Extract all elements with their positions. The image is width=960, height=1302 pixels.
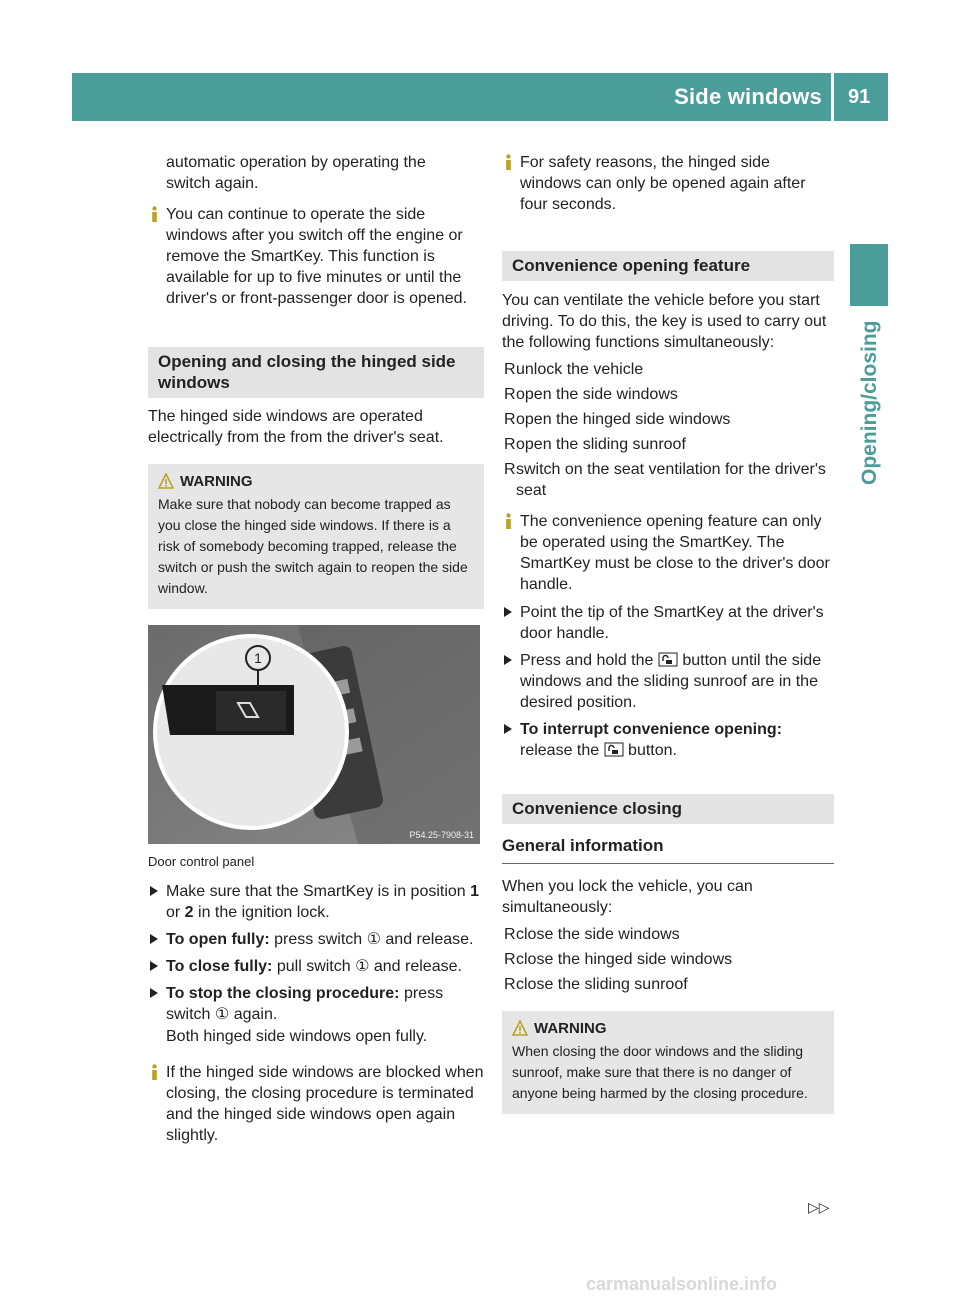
bullet-list xyxy=(502,924,834,995)
bullet-marker: R xyxy=(504,411,516,428)
step-text: button until the side windows and the sliding sunroof are in the desired position. xyxy=(520,652,822,711)
figure-callout: 1 xyxy=(254,650,262,666)
step-bold: To close fully: xyxy=(166,958,273,975)
door-panel-image xyxy=(148,625,480,844)
step-item xyxy=(148,929,484,950)
warning-triangle-icon xyxy=(512,1020,528,1036)
warning-title xyxy=(512,1020,824,1037)
list-item-text: close the side windows xyxy=(516,926,680,943)
section-text: You can ventilate the vehicle before you start driving. To do this, the key is used to carry out the following functions simultaneously: xyxy=(502,292,827,351)
bullet-marker: R xyxy=(504,386,516,403)
info-note xyxy=(502,511,834,595)
page-number: 91 xyxy=(848,86,871,108)
bullet-marker: R xyxy=(504,361,516,378)
bullet-marker: R xyxy=(504,926,516,943)
info-icon xyxy=(502,513,515,529)
step-arrow-icon xyxy=(150,988,158,998)
list-item xyxy=(502,949,834,970)
chapter-label: Opening/closing xyxy=(858,320,881,485)
step-item xyxy=(148,881,484,923)
chapter-tab xyxy=(850,244,888,306)
info-note xyxy=(148,1062,484,1146)
figure-code: P54.25-7908-31 xyxy=(409,830,474,840)
list-item xyxy=(502,974,834,995)
step-text: button. xyxy=(623,742,677,759)
step-arrow-icon xyxy=(504,724,512,734)
step-arrow-icon xyxy=(150,961,158,971)
list-item-text: unlock the vehicle xyxy=(516,361,644,378)
step-bold: To open fully: xyxy=(166,931,270,948)
section-text: The hinged side windows are operated electrically from the from the driver's seat. xyxy=(148,408,444,446)
step-num: 1 xyxy=(470,883,480,900)
warning-body: When closing the door windows and the sliding sunroof, make sure that there is no danger of anyone being harmed by the closing procedure. xyxy=(512,1043,808,1101)
continued-marker: ▷▷ xyxy=(808,1199,830,1215)
list-item xyxy=(502,434,834,455)
step-text: and release. xyxy=(369,958,462,975)
warning-title-text: WARNING xyxy=(534,1020,607,1037)
step-item xyxy=(502,650,834,713)
unlock-icon xyxy=(658,652,678,667)
bullet-marker: R xyxy=(504,461,516,478)
step-item xyxy=(502,719,834,761)
section-text: When you lock the vehicle, you can simultaneously: xyxy=(502,878,753,916)
warning-title xyxy=(158,473,474,490)
step-bold: To interrupt convenience opening: xyxy=(520,721,782,738)
step-text: or xyxy=(166,904,185,921)
list-item xyxy=(502,924,834,945)
list-item-text: open the side windows xyxy=(516,386,678,403)
list-item-text: close the hinged side windows xyxy=(516,951,733,968)
section-heading: Convenience closing xyxy=(502,794,834,824)
step-text: press switch xyxy=(166,985,444,1023)
info-note xyxy=(148,204,484,309)
list-item xyxy=(502,459,834,501)
step-item xyxy=(148,983,484,1025)
sub-heading: General information xyxy=(502,836,834,864)
step-num: 2 xyxy=(184,904,194,921)
intro-line-2: switch again. xyxy=(166,175,259,192)
switch-symbol: ① xyxy=(366,931,381,948)
list-item xyxy=(502,384,834,405)
list-item xyxy=(502,359,834,380)
info-icon xyxy=(148,206,161,222)
warning-box xyxy=(502,1011,834,1114)
watermark: carmanualsonline.info xyxy=(586,1274,778,1294)
step-arrow-icon xyxy=(150,934,158,944)
step-text: Make sure that the SmartKey is in position xyxy=(166,883,471,900)
info-icon xyxy=(148,1064,161,1080)
step-text: release the xyxy=(520,742,604,759)
warning-body: Make sure that nobody can become trapped as you close the hinged side windows. If there is a risk of somebody becoming trapped, release the switch or push the switch again to reopen the side window. xyxy=(158,496,468,596)
list-item-text: open the hinged side windows xyxy=(516,411,731,428)
step-text: pull switch xyxy=(272,958,356,975)
switch-symbol: ① xyxy=(214,1006,230,1023)
step-text: press switch xyxy=(269,931,367,948)
list-item-text: open the sliding sunroof xyxy=(516,436,686,453)
section-heading: Opening and closing the hinged side windows xyxy=(148,347,484,398)
warning-box xyxy=(148,464,484,609)
bullet-list xyxy=(502,359,834,501)
switch-symbol: ① xyxy=(355,958,370,975)
step-text: Point the tip of the SmartKey at the driver's door handle. xyxy=(520,604,824,642)
door-panel-illustration xyxy=(148,625,480,844)
step-arrow-icon xyxy=(150,886,158,896)
info-note-text: The convenience opening feature can only be operated using the SmartKey. The SmartKey must be close to the driver's door handle. xyxy=(520,513,830,593)
intro-line-1: automatic operation by operating the xyxy=(166,154,426,171)
step-text: and release. xyxy=(380,931,474,948)
step-arrow-icon xyxy=(504,607,512,617)
unlock-icon xyxy=(604,742,624,757)
info-note xyxy=(502,152,834,215)
info-note-text: You can continue to operate the side windows after you switch off the engine or remove the SmartKey. This function is available for up to five minutes or until the driver's or front-passenger door is opened. xyxy=(166,206,467,307)
figure-caption: Door control panel xyxy=(148,854,255,869)
step-arrow-icon xyxy=(504,655,512,665)
step-text: again. xyxy=(229,1006,278,1023)
step-item xyxy=(148,956,484,977)
info-icon xyxy=(502,154,515,170)
warning-title-text: WARNING xyxy=(180,473,253,490)
section-heading: Convenience opening feature xyxy=(502,251,834,281)
step-bold: To stop the closing procedure: xyxy=(166,985,400,1002)
page-title: Side windows xyxy=(674,84,822,109)
left-column xyxy=(148,152,484,1146)
step-text: in the ignition lock. xyxy=(193,904,330,921)
info-note-text: If the hinged side windows are blocked when closing, the closing procedure is terminated and the hinged side windows open again slightly. xyxy=(166,1064,484,1144)
step-text: Press and hold the xyxy=(520,652,658,669)
warning-triangle-icon xyxy=(158,473,174,489)
list-item-text: close the sliding sunroof xyxy=(516,976,688,993)
step-followup: Both hinged side windows open fully. xyxy=(166,1028,428,1045)
bullet-marker: R xyxy=(504,436,516,453)
bullet-marker: R xyxy=(504,951,516,968)
info-note-text: For safety reasons, the hinged side windows can only be opened again after four seconds. xyxy=(520,154,806,213)
right-column xyxy=(502,152,834,1114)
step-item xyxy=(502,602,834,644)
list-item xyxy=(502,409,834,430)
list-item-text: switch on the seat ventilation for the driver's seat xyxy=(516,461,826,499)
bullet-marker: R xyxy=(504,976,516,993)
header-separator xyxy=(831,73,834,121)
